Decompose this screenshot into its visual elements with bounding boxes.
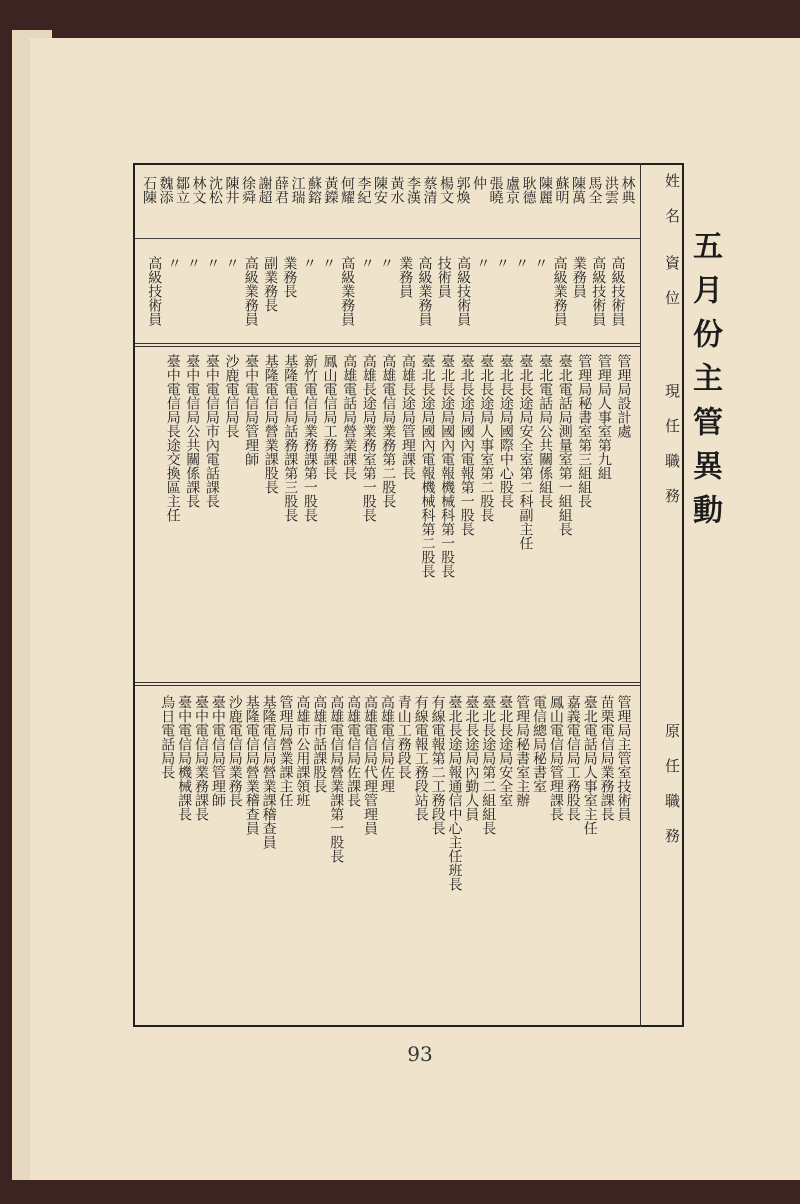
current-duty-entry: 基隆電信局營業課股長 — [262, 354, 279, 494]
name-entry: 徐舜 — [240, 176, 256, 204]
current-duty-entry: 臺北長途局人事室第二股長 — [478, 354, 495, 522]
name-entry: 陳安 — [372, 176, 388, 204]
name-entry: 陳麗 — [537, 176, 553, 204]
name-entry: 楊文 — [438, 176, 454, 204]
current-duty-entry: 高雄電話局營業課長 — [341, 354, 358, 480]
rank-entry: 〃 — [300, 256, 317, 270]
name-entry: 蔡清 — [421, 176, 438, 204]
name-entry: 謝超 — [256, 176, 273, 204]
previous-duty-entry: 青山工務段長 — [395, 695, 412, 779]
previous-duty-entry: 基隆電信局營業稽查員 — [243, 695, 260, 835]
previous-duty-entry: 臺北長途局第二組組長 — [480, 695, 497, 835]
rank-entry: 〃 — [513, 256, 529, 270]
name-entry: 李紀 — [355, 176, 372, 204]
previous-duty-entry: 高雄市話課股長 — [311, 695, 328, 793]
name-entry: 石陳 — [141, 176, 157, 204]
rank-entry: 高級業務員 — [551, 256, 568, 326]
rank-entry: 〃 — [474, 256, 491, 270]
previous-duty-entry: 嘉義電信局工務股長 — [564, 695, 581, 821]
current-duty-entry: 臺北長途局國內電報機械科第一股長 — [439, 354, 456, 578]
header-name: 姓名 — [663, 173, 681, 243]
previous-duty-entry: 苗栗電信局業務課長 — [598, 695, 615, 821]
current-duty-entry: 臺中電信局管理師 — [243, 354, 260, 466]
current-duty-entry: 管理局人事室第九組 — [595, 354, 612, 480]
name-entry: 林文 — [190, 176, 207, 204]
current-duty-entry: 沙鹿電信局長 — [223, 354, 240, 438]
name-entry: 盧京 — [504, 176, 520, 204]
current-duty-entry: 高雄長途局管理課長 — [399, 354, 416, 480]
rank-entry: 高級業務員 — [242, 256, 259, 326]
header-rank: 資位 — [663, 255, 681, 325]
name-entry: 陳井 — [223, 176, 240, 204]
name-entry: 鄒立 — [174, 176, 190, 204]
name-entry: 何耀 — [339, 176, 355, 204]
name-entry: 江瑞 — [289, 176, 306, 204]
current-duty-entry: 臺北長途局國際中心股長 — [497, 354, 514, 508]
current-duty-entry: 基隆電信局話務課第三股長 — [282, 354, 299, 522]
previous-duty-entry: 烏日電話局長 — [159, 695, 176, 779]
rank-entry: 技術員 — [435, 256, 452, 298]
name-entry: 薛君 — [273, 176, 289, 204]
current-duty-entry: 臺北長途局國內電報第一股長 — [458, 354, 475, 536]
name-entry: 李漢 — [405, 176, 421, 204]
name-entry: 張曉 — [487, 176, 504, 204]
current-duty-entry: 管理局設計處 — [615, 354, 632, 438]
rank-entry: 〃 — [165, 256, 182, 270]
rank-entry: 副業務長 — [262, 256, 279, 312]
rank-entry: 高級業務員 — [339, 256, 356, 326]
current-duty-entry: 高雄電信局業務第二股長 — [380, 354, 397, 508]
previous-duty-entry: 高雄電信局佐課長 — [345, 695, 362, 807]
current-duty-entry: 臺中電信局長途交換區主任 — [164, 354, 181, 522]
previous-duty-entry: 高雄電信局代理管理員 — [362, 695, 378, 835]
current-duty-entry: 高雄長途局業務室第一股長 — [360, 354, 377, 522]
current-duty-entry: 臺北長途局國內電報機械科第二股長 — [419, 354, 436, 578]
current-duty-entry: 臺北電話局測量室第一組組長 — [556, 354, 573, 536]
divider-name-rank — [135, 238, 640, 239]
rank-entry: 高級業務員 — [416, 256, 433, 326]
previous-duty-entry: 電信總局秘書室 — [531, 695, 547, 793]
current-duty-entry: 新竹電信局業務課第一股長 — [301, 354, 318, 522]
current-duty-entry: 臺北電話局公共關係組長 — [537, 354, 554, 508]
name-entry: 黃水 — [388, 176, 405, 204]
previous-duty-entry: 臺北長途局報通信中心主任班長 — [446, 695, 463, 891]
rank-entry: 業務員 — [397, 256, 414, 298]
divider-current-previous — [135, 682, 640, 686]
name-entry: 林典 — [619, 176, 636, 204]
previous-duty-entry: 高雄電信局營業課第一股長 — [328, 695, 345, 863]
previous-duty-entry: 沙鹿電信局業務長 — [226, 695, 243, 807]
rank-entry: 〃 — [204, 256, 221, 270]
previous-duty-entry: 臺中電信局管理師 — [209, 695, 226, 807]
name-entry: 蘇明 — [553, 176, 570, 204]
rank-entry: 〃 — [184, 256, 201, 270]
page-title: 五月份主管異動 — [687, 230, 722, 538]
previous-duty-entry: 有線電報第二工務段長 — [429, 695, 446, 835]
previous-duty-entry: 臺北電話局人事室主任 — [581, 695, 598, 835]
name-entry: 陳萬 — [570, 176, 586, 204]
name-entry: 洪雲 — [603, 176, 619, 204]
current-duty-entry: 臺中電信局市內電話課長 — [203, 354, 220, 508]
previous-duty-entry: 管理局秘書室主辦 — [514, 695, 531, 807]
previous-duty-entry: 有線電報工務段站長 — [412, 695, 429, 821]
current-duty-entry: 鳳山電信局工務課長 — [321, 354, 338, 480]
name-entry: 魏添 — [157, 176, 174, 204]
rank-entry: 高級技術員 — [146, 256, 163, 326]
name-entry: 沈松 — [207, 176, 223, 204]
name-entry: 蘇鎔 — [306, 176, 322, 204]
rank-entry: 〃 — [532, 256, 549, 270]
previous-duty-entry: 臺中電信局機械課長 — [176, 695, 193, 821]
rank-entry: 〃 — [223, 256, 240, 270]
name-entry: 馬全 — [586, 176, 603, 204]
name-entry: 耿德 — [520, 176, 537, 204]
rank-entry: 高級技術員 — [455, 256, 472, 326]
previous-duty-entry: 管理局主管室技術員 — [615, 695, 632, 821]
previous-duty-entry: 臺北長途局安全室 — [497, 695, 514, 807]
rank-entry: 業務員 — [570, 256, 587, 298]
page-number: 93 — [407, 1042, 433, 1066]
current-duty-entry: 臺中電信局公共關係課長 — [184, 354, 201, 508]
previous-duty-entry: 基隆電信局營業課稽查員 — [260, 695, 277, 849]
previous-duty-entry: 臺中電信局業務課長 — [193, 695, 209, 821]
rank-entry: 〃 — [358, 256, 375, 270]
previous-duty-entry: 高雄電信局佐理 — [378, 695, 395, 793]
previous-duty-entry: 管理局營業課主任 — [277, 695, 294, 807]
current-duty-entry: 臺北長途局安全室第二科副主任 — [517, 354, 534, 550]
name-entry: 黃鑅 — [322, 176, 339, 204]
current-duty-entry: 管理局秘書室第三組組長 — [576, 354, 593, 508]
divider-rank-current — [135, 343, 640, 347]
header-current: 現任職務 — [663, 383, 681, 523]
header-column — [640, 163, 682, 1027]
header-previous: 原任職務 — [663, 723, 681, 863]
rank-entry: 高級技術員 — [609, 256, 626, 326]
previous-duty-entry: 高雄市公用課領班 — [294, 695, 311, 807]
rank-entry: 高級技術員 — [590, 256, 607, 326]
rank-entry: 〃 — [320, 256, 336, 270]
rank-entry: 〃 — [493, 256, 510, 270]
name-entry: 郭煥 — [454, 176, 471, 204]
rank-entry: 〃 — [377, 256, 394, 270]
previous-duty-entry: 鳳山電信局管理課長 — [547, 695, 564, 821]
rank-entry: 業務長 — [281, 256, 298, 298]
previous-duty-entry: 臺北長途局內勤人員 — [463, 695, 480, 821]
name-entry: 仲 — [471, 176, 487, 190]
